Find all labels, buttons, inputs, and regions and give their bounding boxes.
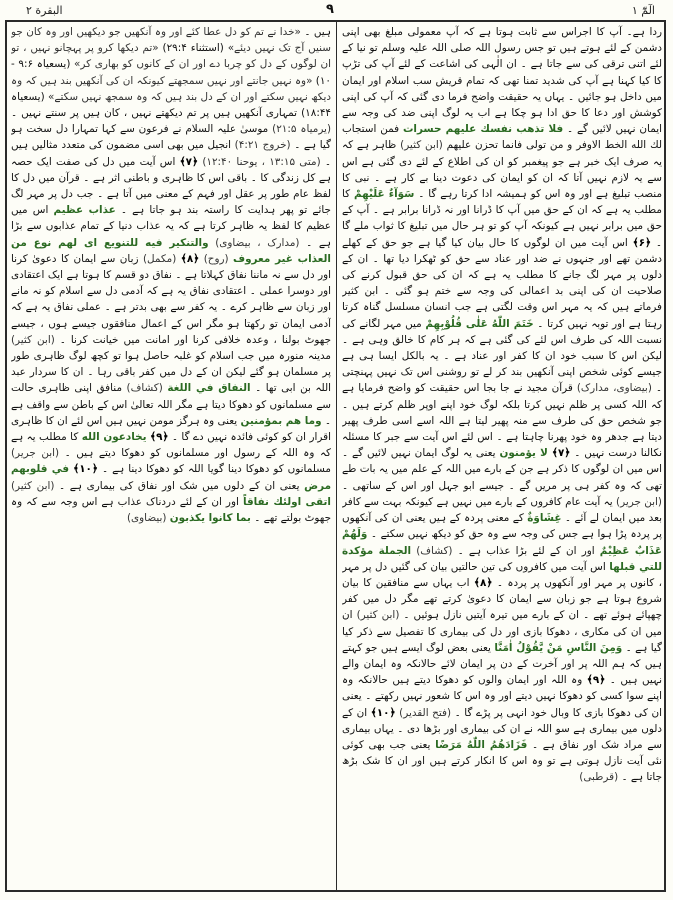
citation: (ابن جریر)	[11, 447, 60, 460]
arabic-quote: لا يؤمنون	[499, 447, 548, 460]
text-run: یعنی وہ ہرگز مومن نہیں ہیں اس لئے ان کا ظاہری اقرار ان کو کوئی فائدہ نہیں دے گا ۔	[11, 414, 331, 444]
text-run: ردا ہے۔ آپ کا اجراس سے ثابت ہوتا ہے کہ آپ معمولی مبلغ بھی اپنی دشمن کے لئے ہوتے ہیں تو جس رسول اللہ صلی اللہ علیہ وسلم تو نیا کے لئے	[342, 26, 662, 71]
juz-marker: الٓمّٓ ١	[631, 4, 655, 17]
arabic-quote: والتنكير فيه للتنويع ای لهم نوع من العذاب غير معروف	[11, 236, 331, 265]
text-run: (یسعیاہ ۱۸:۴۴)	[11, 90, 331, 120]
citation: (کشاف)	[416, 544, 453, 557]
arabic-quote: وَمِنَ النَّاسِ مَنْ يَّقُوْلُ اٰمَنَّا	[494, 641, 623, 654]
citation: (بیضاوی)	[126, 512, 167, 525]
text-run: مدینہ منورہ میں جب اسلام کو غلبہ حاصل ہوا تو کچھ لوگ ظاہری طور پر مسلمان ہو گئے لیکن ان کے دل میں کفر باقی رہا ۔ ان کا سردار عبد اللہ بن ابی تھا ۔	[11, 350, 331, 395]
text-run: تمہاری آنکھیں ہیں پر تم دیکھتے نہیں ، کان ہیں پر سنتے نہیں ۔	[11, 107, 298, 120]
left-text-column	[11, 24, 331, 888]
text-run: اس آیت میں ان لوگوں کا حال بیان کیا گیا ہے جو حق کے کھلے دشمن تھے اور جنہوں نے ضد اور عناد سے حق کو ٹھکرا دیا تھا ۔ ان کے دلوں پر مہر لگ جانے کا مطلب یہ ہے کہ ان کی حق قبول کرنے کی صلاحیت ان کی اپنی بد اعمالی کی وجہ سے ختم ہو گئی ۔ ابن کثیر فرماتے ہیں کہ یہ مہر اس وقت لگتی ہے جب انسان مسلسل گناہ کرتا رہتا ہے اور توبہ نہیں کرتا ۔	[342, 236, 662, 330]
text-run: کے معنی پردہ کے ہیں یعنی ان کی آنکھوں پر پردہ پڑا ہوا ہے جس کی وجہ سے وہ حق کو دیکھ نہیں سکتے ۔	[342, 512, 662, 541]
citation: (ابن جریر)	[616, 495, 662, 508]
text-run: فمن استجاب لك الله الخط الاوفر و من تولى فانما تحزن عليهم	[342, 123, 662, 152]
text-run: منافق اپنی ظاہری حالت سے مسلمانوں کو دھوکا دیتا ہے مگر اللہ تعالیٰ اس کے باطن سے واقف ہے ۔	[11, 382, 331, 427]
arabic-quote: عذاب عظيم	[53, 204, 116, 217]
verse-number: ﴿۷﴾	[179, 155, 199, 168]
text-run: یعنی جب بھی کوئی نئی آیت نازل ہوتی ہے تو وہ اس کا انکار کرتے ہیں اور ان کا شک بڑھ جاتا ہے ۔	[342, 738, 662, 784]
text-run: ظاہر ہے کہ یہ صرف ایک خبر ہے جو پیغمبر کو ان کی اطلاع کے لئے دی گئی ہے اس سے یہ لازم نہیں آتا کہ ان کو ایمان کی دعوت دینا بے کار ہے ۔ نبی کا منصب تبلیغ ہے اور وہ اس کو ہمیشہ ادا کرتا رہے گا ۔	[342, 139, 662, 201]
text-run: ان کے دلوں میں بیماری ہے سو اللہ نے ان کی بیماری اور بڑھا دی ۔ یہاں بیماری سے مراد شک اور نفاق ہے ۔	[342, 706, 662, 751]
arabic-quote: وَلَهُمْ عَذَابٌ عَظِيْمٌ	[342, 528, 662, 557]
citation: (ابن کثیر)	[400, 139, 443, 152]
text-run: اتنی ترقی کی سے جاتا ہے ۔ ان الٰہی کی اشاعت کے لئے آپ کی تڑپ کا کیا کہنا ہے آپ کی شدید تمنا تھی کہ تمام قریش سب اسلام اور ایمان میں داخل ہو جائیں ۔ یہاں یہ حقیقت واضح فرما دی گئی کہ آپ کی اپنی کوشش اور دعا کا حق ادا ہو چکا ہے اب یہ لوگ اپنی ضد کی وجہ سے ایمان نہیں لائیں گے ۔	[342, 58, 662, 136]
column-divider	[336, 20, 337, 892]
arabic-quote: سَوَآءٌ عَلَيْهِمْ	[354, 188, 415, 201]
text-run: اس آیت میں دل کی صفت ایک حصہ ہے کل زندگی کا ۔ باقی اس کا ظاہری و باطنی اثر ہے ۔ قرآن میں دل کا لفظ عام طور پر عقل اور فہم کے معنی میں آتا ہے ۔ جب دل پر مہر لگ جائے تو پھر ہدایت کا راستہ بند ہو جاتا ہے ۔	[11, 155, 331, 217]
text-run: کا مطلب یہ ہے کہ وہ اللہ کے رسول اور مسلمانوں کو دھوکا دیتے ہیں ۔	[11, 431, 331, 460]
citation: «وہ نہیں جانتے اور نہیں سمجھتے کیونکہ ان کی آنکھیں بند ہیں کہ وہ دیکھ نہیں سکتے اور ان کے دل بند ہیں کہ وہ سمجھ نہیں سکتے»	[11, 74, 331, 103]
text-run: اور ان کے لئے دردناک عذاب ہے اس وجہ سے کہ وہ جھوٹ بولتے تھے ۔	[11, 495, 331, 525]
text-run: ان میں ان کی مکاری ، دھوکا بازی اور دل کی بیماری کا تفصیل سے ذکر کیا گیا ہے ۔	[342, 609, 662, 654]
verse-number: ﴿۹﴾	[586, 674, 606, 687]
citation: (متی ۱۳:۱۵ ، یوحنا ۱۲:۴۰)	[202, 155, 321, 168]
citation: «تم دیکھا کرو پر پہچانو نہیں ، تو ان لوگوں کے دل کو چربا دے اور ان کے کانوں کو بھاری کر»	[11, 42, 331, 71]
text-run: قرآن مجید نے جا بجا اس حقیقت کو واضح فرمایا ہے کہ اللہ کسی پر ظلم نہیں کرتا بلکہ لوگ خود اپنے اوپر ظلم کرتے ہیں ۔ جو شخص حق کی طرف سے منہ پھیر لیتا ہے اللہ اسے اسی طرف پھیر دیتا ہے جدھر وہ خود پھرنا چاہتا ہے ۔ اس لئے اس آیت سے جبر کا مسئلہ نکالنا درست نہیں ۔	[342, 382, 662, 460]
citation: (ابن کثیر)	[11, 333, 55, 346]
text-run: (استثناء ۲۹:۴)	[158, 42, 228, 55]
surah-name: البقرة ٢	[26, 4, 63, 17]
text-run: یہ آیت عام کافروں کے بارے میں نہیں ہے کیونکہ بہت سے کافر بعد میں ایمان لے آئے ۔	[342, 495, 662, 525]
arabic-quote: الجملة مؤكدة للتي قبلها	[342, 544, 662, 573]
right-text-column	[342, 24, 662, 888]
text-run: یعنی یہ لوگ ایمان نہیں لائیں گے ۔ اس میں ان لوگوں کا ذکر ہے جن کے بارے میں اللہ کے علم میں یہ بات طے تھی کہ وہ کفر ہی پر مریں گے ۔ جیسے ابو جہل اور اس کے ساتھی ۔	[342, 447, 662, 492]
verse-number: ﴿۱۰﴾	[73, 463, 98, 476]
citation: (روح)	[203, 252, 229, 265]
text-run: مسلمانوں کو دھوکا دینا گویا اللہ کو دھوکا دینا ہے ۔	[97, 463, 331, 476]
text-run: اب یہاں سے منافقین کا بیان شروع ہوتا ہے جو زبان سے ایمان کا دعویٰ کرتے تھے مگر دل میں کفر چھپائے ہوئے تھے ۔ ان کے بارے میں تیرہ آیتیں نازل ہوئیں ۔	[342, 576, 662, 622]
verse-number: ﴿۶﴾	[632, 236, 652, 249]
verse-number: ﴿۷﴾	[551, 447, 571, 460]
arabic-quote: اتقى اولئك نفاقاً	[242, 495, 331, 508]
arabic-quote: بما كانوا يكذبون	[169, 512, 251, 525]
verse-number: ﴿۹﴾	[149, 431, 169, 444]
citation: (یرمیاہ ۲۱:۵)	[272, 123, 331, 136]
text-run: موسیٰ علیہ السلام نے فرعون سے کہا تمہارا دل سخت ہو گیا ہے ۔	[11, 123, 331, 152]
left-column-paragraph	[11, 24, 331, 526]
citation: (فتح القدیر)	[399, 706, 452, 719]
citation: (کشاف)	[126, 382, 163, 395]
verse-number: ﴿۸﴾	[473, 576, 493, 589]
text-run: اس میں عظیم کا لفظ یہ ظاہر کرتا ہے کہ یہ عذاب دنیا کے تمام عذابوں سے بڑا ہے ۔	[11, 204, 331, 249]
citation: (خروج ۴:۲۱)	[234, 139, 291, 152]
arabic-quote: وما هم بمؤمنين	[240, 414, 322, 427]
citation: (قرطبی)	[579, 771, 619, 784]
text-run: یعنی ان کے دلوں میں شک اور نفاق کی بیماری ہے ۔	[54, 479, 305, 492]
text-run: اس آیت میں کافروں کی تین حالتیں بیان کی گئیں دل پر مہر ، کانوں پر مہر اور آنکھوں پر پردہ ۔	[342, 560, 662, 589]
text-run: میں مہر لگانے کی نسبت اللہ کی طرف اس لئے کی گئی ہے کہ ہر کام کا خالق وہی ہے ۔ لیکن اس کا سبب خود ان کا کفر اور عناد ہے ۔ یہ بالکل ایسا ہی ہے جیسے کوئی شخص اپنی آنکھیں بند کر لے تو روشنی اس تک نہیں پہنچتی ۔	[342, 317, 662, 395]
verse-number: ﴿۱۰﴾	[370, 706, 396, 719]
citation: (مکمل)	[142, 252, 177, 265]
citation: «خدا نے تم کو دل عطا کئے اور وہ آنکھیں جو دیکھیں اور وہ کان جو سنیں آج تک نہیں دیئے»	[11, 26, 331, 55]
arabic-quote: النفاق في اللغة	[167, 382, 251, 395]
citation: (ابن کثیر)	[356, 609, 400, 622]
arabic-quote: خَتَمَ اللّٰهُ عَلٰى قُلُوْبِهِمْ	[425, 317, 534, 330]
text-run: کا مطلب یہ ہے کہ ان کے حق میں آپ کا ڈرانا اور نہ ڈرانا برابر ہے ۔ آپ کے حق میں برابر نہیں ہے کیونکہ آپ کو تو ہر حال میں تبلیغ کا ثواب ملے گا ۔	[342, 188, 662, 249]
text-run: وہ اللہ اور ایمان والوں کو دھوکا دیتے ہیں حالانکہ وہ اپنے سوا کسی کو دھوکا نہیں دیتے اور وہ اس کا شعور نہیں رکھتے ۔ یعنی ان کی دھوکا بازی کا وبال خود انہی پر پڑے گا ۔	[342, 674, 662, 719]
text-run: (یسعیاہ ۹:۶ - ۱۰)	[11, 58, 331, 87]
arabic-quote: فَزَادَهُمُ اللّٰهُ مَرَضًا	[435, 738, 528, 751]
arabic-quote: فلا تذهب نفسك عليهم حسرات	[402, 123, 564, 136]
text-run: ہیں ۔	[300, 26, 331, 38]
citation: (ابن کثیر)	[11, 479, 55, 492]
verse-number: ﴿۸﴾	[180, 252, 200, 265]
text-run: یعنی بعض لوگ ایسے ہیں جو کہتے ہیں کہ ہم اللہ پر اور آخرت کے دن پر ایمان لائے حالانکہ وہ ایمان والے نہیں ہیں ۔	[342, 641, 662, 687]
citation: (بیضاوی، مدارک)	[576, 382, 652, 395]
text-run: اور ان کے لئے بڑا عذاب ہے ۔	[452, 544, 600, 557]
page-header	[0, 0, 673, 22]
right-column-paragraph	[342, 24, 662, 786]
arabic-quote: غِشَاوَةٌ	[527, 512, 562, 525]
page-number: ٩	[326, 2, 334, 17]
citation: (مدارک ، بیضاوی)	[215, 236, 300, 249]
arabic-quote: يخادعون الله	[81, 431, 147, 444]
arabic-quote: في قلوبهم مرض	[11, 463, 331, 492]
text-run: زبان سے ایمان کا دعویٰ کرنا اور دل سے نہ ماننا نفاق کہلاتا ہے ۔ نفاق دو قسم کا ہوتا ہے ایک اعتقادی اور دوسرا عملی ۔ اعتقادی نفاق یہ ہے کہ آدمی دل سے اسلام کو نہ مانے اور زبان سے ظاہر کرے ۔ یہ کفر سے بھی بدتر ہے ۔ عملی نفاق یہ ہے کہ آدمی ایمان تو رکھتا ہو مگر اس کے اعمال منافقوں جیسے ہوں ، جیسے جھوٹ بولنا ، وعدہ خلافی کرنا اور امانت میں خیانت کرنا ۔	[11, 252, 331, 346]
text-run: انجیل میں بھی اسی مضمون کی متعدد مثالیں ہیں ۔	[11, 139, 331, 168]
